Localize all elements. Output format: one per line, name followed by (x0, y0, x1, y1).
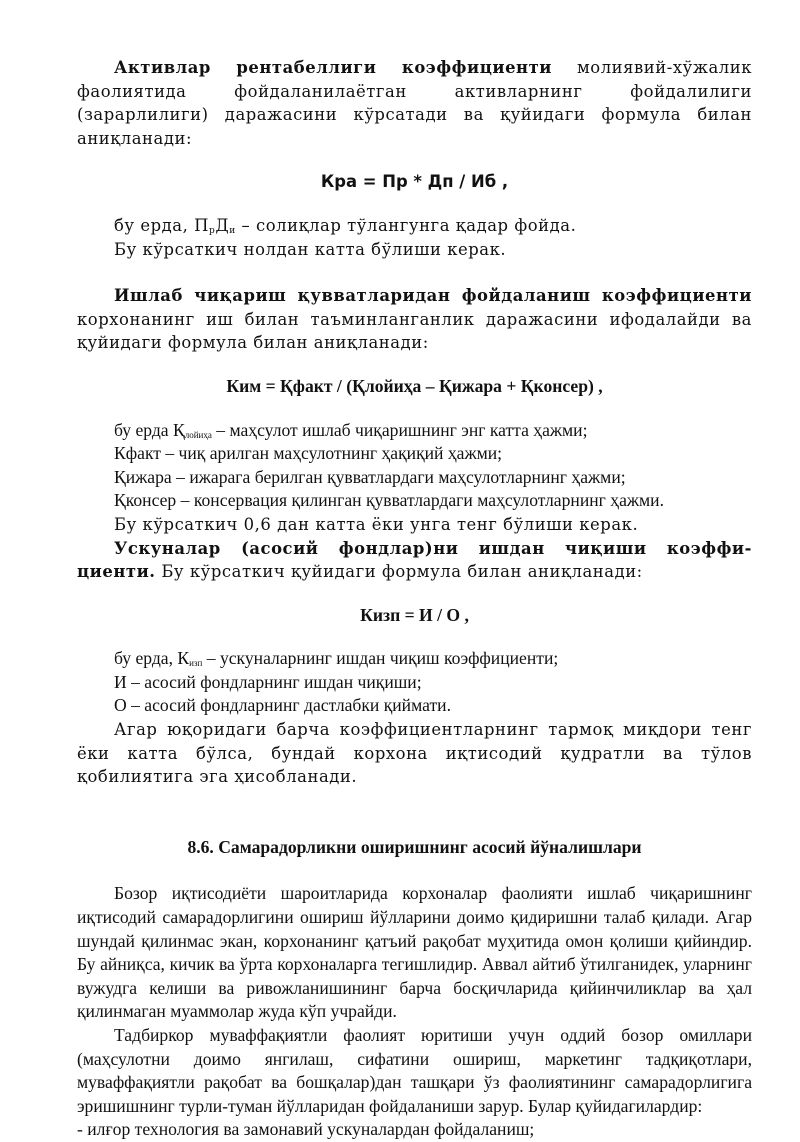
where-text: бу ерда, К (114, 648, 190, 669)
term-capacity-usage: Ишлаб чиқариш қувватларидан фойдаланиш коэффициенти (114, 286, 752, 306)
where-line (77, 647, 752, 671)
subscript: лойиҳа (184, 429, 212, 440)
where-line (77, 214, 752, 238)
section-heading: 8.6. Самарадорликни оширишнинг асосий йўналишлари (187, 836, 642, 857)
subscript: и (229, 225, 236, 236)
paragraph-asset-profitability (77, 56, 752, 150)
where-line (77, 419, 752, 443)
note-line: Бу кўрсаткич 0,6 дан катта ёки унга тенг бўлиши керак. (114, 514, 639, 534)
definition-line: Қконсер – консервация қилинган қувватлардаги маҳсулотларнинг ҳажми. (114, 490, 664, 511)
formula-kizp: Кизп = И / О , (360, 604, 469, 625)
definition-line: Кфакт – чиқ арилган маҳсулотнинг ҳақиқий ҳажми; (114, 443, 503, 464)
note-line: Бу кўрсаткич нолдан катта бўлиши керак. (114, 239, 507, 259)
paragraph-conclusion: Агар юқоридаги барча коэффициентларнинг тармоқ миқдори тенг ёки катта бўлса, бундай корхона иқтисодий қудратли ва тўлов қобилиятига эга ҳисобланади. (77, 720, 752, 787)
where-text: – маҳсулот ишлаб чиқаришнинг энг катта ҳажми; (211, 419, 588, 440)
formula-kim: Ким = Қфакт / (Қлойиҳа – Қижара + Қконсер) , (226, 375, 603, 396)
subscript: р (209, 225, 216, 236)
paragraph-text: молиявий-хўжалик фаолиятида фойдаланилаётган активларнинг фойдалилиги (зарарлилиги) даражасини кўрсатади ва қуйидаги формула билан аниқланади: (77, 58, 753, 148)
paragraph-text: Бу кўрсаткич қуйидаги формула билан аниқланади: (155, 562, 643, 582)
where-text: бу ерда, П (114, 215, 209, 235)
where-text: – солиқлар тўлангунга қадар фойда. (235, 215, 577, 235)
definition-line: Қижара – ижарага берилган қувватлардаги маҳсулотларнинг ҳажми; (114, 466, 626, 487)
paragraph-market-economy: Бозор иқтисодиёти шароитларида корхоналар фаолияти ишлаб чиқаришнинг иқтисодий самарадорлигини ошириш йўлларини доимо қидиришни талаб қилади. Агар шундай қилинмас экан, корхонанинг қатъий рақобат муҳитида омон қолиши қийиндир. Бу айниқса, кичик ва ўрта корхоналарга тегишлидир. Аввал айтиб ўтилганидек, уларнинг вужудга келиши ва ривожланишининг барча босқичларида қийинчиликлар ва ҳал қилинмаган муаммолар жуда кўп учрайди. (77, 883, 752, 1022)
where-text: – ускуналарнинг ишдан чиқиш коэффициенти; (202, 648, 559, 669)
document-page (77, 56, 752, 1142)
term-equipment-retirement: Ускуналар (асосий фондлар)ни ишдан чиқиши коэффи-циенти. (77, 538, 752, 582)
paragraph-equipment-retirement (77, 537, 752, 584)
where-text: бу ерда Қ (114, 419, 185, 440)
subscript: изп (189, 658, 203, 669)
where-text: Д (215, 215, 230, 235)
definition-line: И – асосий фондларнинг ишдан чиқиши; (114, 671, 422, 692)
paragraph-entrepreneur: Тадбиркор муваффақиятли фаолият юритиши учун оддий бозор омиллари (маҳсулотни доимо янгилаш, сифатини ошириш, маркетинг тадқиқотлари, муваффақиятли рақобат ва бошқалар)дан ташқари ўз фаолиятининг самарадорлигига эришишнинг турли-туман йўлларидан фойдаланиши зарур. Булар қуйидагилардир: (77, 1025, 752, 1116)
paragraph-text: корхонанинг иш билан таъминланганлик даражасини ифодалайди ва қуйидаги формула билан аниқланади: (77, 309, 752, 353)
formula-kra: Кра = Пр * Дп / Иб , (320, 172, 509, 192)
definition-line: О – асосий фондларнинг дастлабки қиймати. (114, 695, 451, 716)
paragraph-capacity-usage (77, 284, 752, 355)
list-item: - илғор технология ва замонавий ускуналардан фойдаланиш; (77, 1119, 535, 1140)
term-asset-profitability: Активлар рентабеллиги коэффициенти (114, 58, 553, 77)
